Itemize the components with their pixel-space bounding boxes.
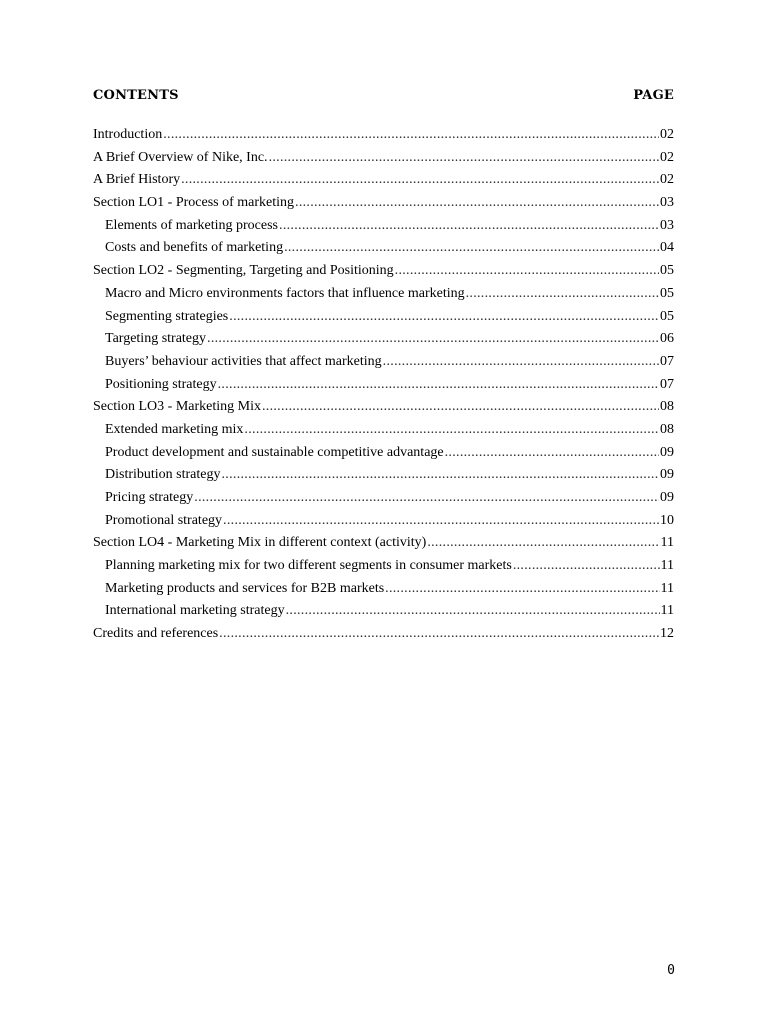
toc-entry[interactable]	[93, 376, 674, 399]
toc-entry-title: Section LO3 - Marketing Mix	[93, 399, 261, 415]
toc-entry-title: Elements of marketing process	[105, 217, 279, 233]
toc-dot-leader	[223, 512, 659, 530]
toc-entry[interactable]	[93, 489, 674, 512]
toc-entry-title: Section LO4 - Marketing Mix in different context (activity)	[93, 535, 427, 551]
toc-entry[interactable]	[93, 466, 674, 489]
page-column-heading: PAGE	[633, 88, 674, 103]
toc-entry-page-number: 09	[660, 467, 674, 483]
toc-dot-leader	[222, 466, 660, 484]
toc-entry-page-number: 12	[660, 626, 674, 642]
toc-entry-page-number: 06	[660, 331, 674, 347]
toc-dot-leader	[295, 194, 659, 212]
toc-dot-leader	[229, 308, 659, 326]
toc-dot-leader	[385, 580, 659, 598]
toc-entry[interactable]	[93, 308, 674, 331]
toc-entry[interactable]	[93, 217, 674, 240]
toc-entry-title: Product development and sustainable competitive advantage	[105, 444, 444, 460]
toc-dot-leader	[279, 217, 659, 235]
toc-entry-title: Credits and references	[93, 626, 219, 642]
toc-entry-title: Costs and benefits of marketing	[105, 240, 284, 256]
toc-dot-leader	[163, 126, 659, 144]
toc-dot-leader	[194, 489, 659, 507]
toc-dot-leader	[427, 534, 659, 552]
toc-entry-page-number: 08	[660, 399, 674, 415]
toc-entry-title: Macro and Micro environments factors that influence marketing	[105, 285, 465, 301]
toc-dot-leader	[207, 330, 659, 348]
toc-dot-leader	[244, 421, 659, 439]
toc-entry-page-number: 09	[660, 490, 674, 505]
toc-entry[interactable]	[93, 171, 674, 194]
toc-entry[interactable]	[93, 398, 674, 421]
toc-entry[interactable]	[93, 239, 674, 262]
toc-entry-title: Promotional strategy	[105, 512, 223, 528]
toc-entry-page-number: 11	[660, 603, 674, 619]
toc-dot-leader	[284, 239, 659, 257]
toc-entry-page-number: 07	[660, 376, 674, 392]
toc-entry[interactable]	[93, 149, 674, 172]
toc-entry-title: A Brief Overview of Nike, Inc.	[93, 149, 268, 165]
toc-entry[interactable]	[93, 194, 674, 217]
toc-entry[interactable]	[93, 330, 674, 353]
toc-dot-leader	[445, 444, 659, 462]
toc-entry[interactable]	[93, 444, 674, 467]
contents-heading: CONTENTS	[93, 88, 179, 103]
toc-entry-title: Marketing products and services for B2B markets	[105, 580, 385, 596]
toc-entry-page-number: 02	[660, 149, 674, 165]
toc-entry-page-number: 11	[660, 535, 674, 551]
toc-entry[interactable]	[93, 353, 674, 376]
toc-entry-page-number: 03	[660, 217, 674, 233]
toc-entry-title: A Brief History	[93, 172, 181, 188]
toc-dot-leader	[466, 285, 659, 303]
toc-entry-page-number: 02	[660, 127, 674, 142]
toc-entry-page-number: 08	[660, 421, 674, 437]
toc-entry[interactable]	[93, 534, 674, 557]
toc-entry-page-number: 11	[660, 580, 674, 596]
toc-entry-title: Pricing strategy	[105, 490, 194, 505]
toc-entry-page-number: 10	[660, 512, 674, 528]
toc-entry-title: Extended marketing mix	[105, 421, 244, 437]
toc-entry[interactable]	[93, 512, 674, 535]
toc-entry[interactable]	[93, 262, 674, 285]
toc-entry-title: Introduction	[93, 127, 163, 142]
toc-entry-page-number: 02	[660, 172, 674, 188]
toc-entry[interactable]	[93, 580, 674, 603]
toc-entry[interactable]	[93, 126, 674, 149]
toc-entry[interactable]	[93, 602, 674, 625]
toc-entry-title: Targeting strategy	[105, 331, 207, 347]
toc-dot-leader	[286, 602, 660, 620]
toc-entry-page-number: 05	[660, 285, 674, 301]
toc-dot-leader	[269, 149, 659, 167]
toc-entry[interactable]	[93, 285, 674, 308]
toc-entry-title: Buyers’ behaviour activities that affect marketing	[105, 353, 382, 369]
toc-entry-title: Section LO1 - Process of marketing	[93, 195, 295, 211]
toc-entry-title: Distribution strategy	[105, 467, 221, 483]
table-of-contents	[93, 126, 674, 648]
toc-entry-page-number: 05	[660, 308, 674, 324]
toc-entry-page-number: 04	[660, 240, 674, 256]
toc-dot-leader	[395, 262, 659, 280]
toc-entry[interactable]	[93, 625, 674, 648]
toc-entry-title: Positioning strategy	[105, 376, 217, 392]
toc-entry-title: Section LO2 - Segmenting, Targeting and Positioning	[93, 263, 394, 279]
toc-header	[93, 88, 674, 103]
toc-entry-page-number: 07	[660, 353, 674, 369]
toc-dot-leader	[181, 171, 659, 189]
toc-entry-title: Planning marketing mix for two different segments in consumer markets	[105, 558, 512, 574]
page-number: 0	[667, 963, 675, 978]
toc-dot-leader	[513, 557, 660, 575]
toc-entry-page-number: 11	[660, 558, 674, 574]
toc-entry[interactable]	[93, 421, 674, 444]
toc-entry-title: International marketing strategy	[105, 603, 285, 619]
toc-dot-leader	[383, 353, 659, 371]
toc-entry-page-number: 03	[660, 195, 674, 211]
toc-entry-title: Segmenting strategies	[105, 308, 229, 324]
toc-dot-leader	[218, 376, 659, 394]
toc-entry-page-number: 05	[660, 263, 674, 279]
toc-entry-page-number: 09	[660, 444, 674, 460]
toc-dot-leader	[219, 625, 659, 643]
toc-dot-leader	[262, 398, 659, 416]
toc-entry[interactable]	[93, 557, 674, 580]
